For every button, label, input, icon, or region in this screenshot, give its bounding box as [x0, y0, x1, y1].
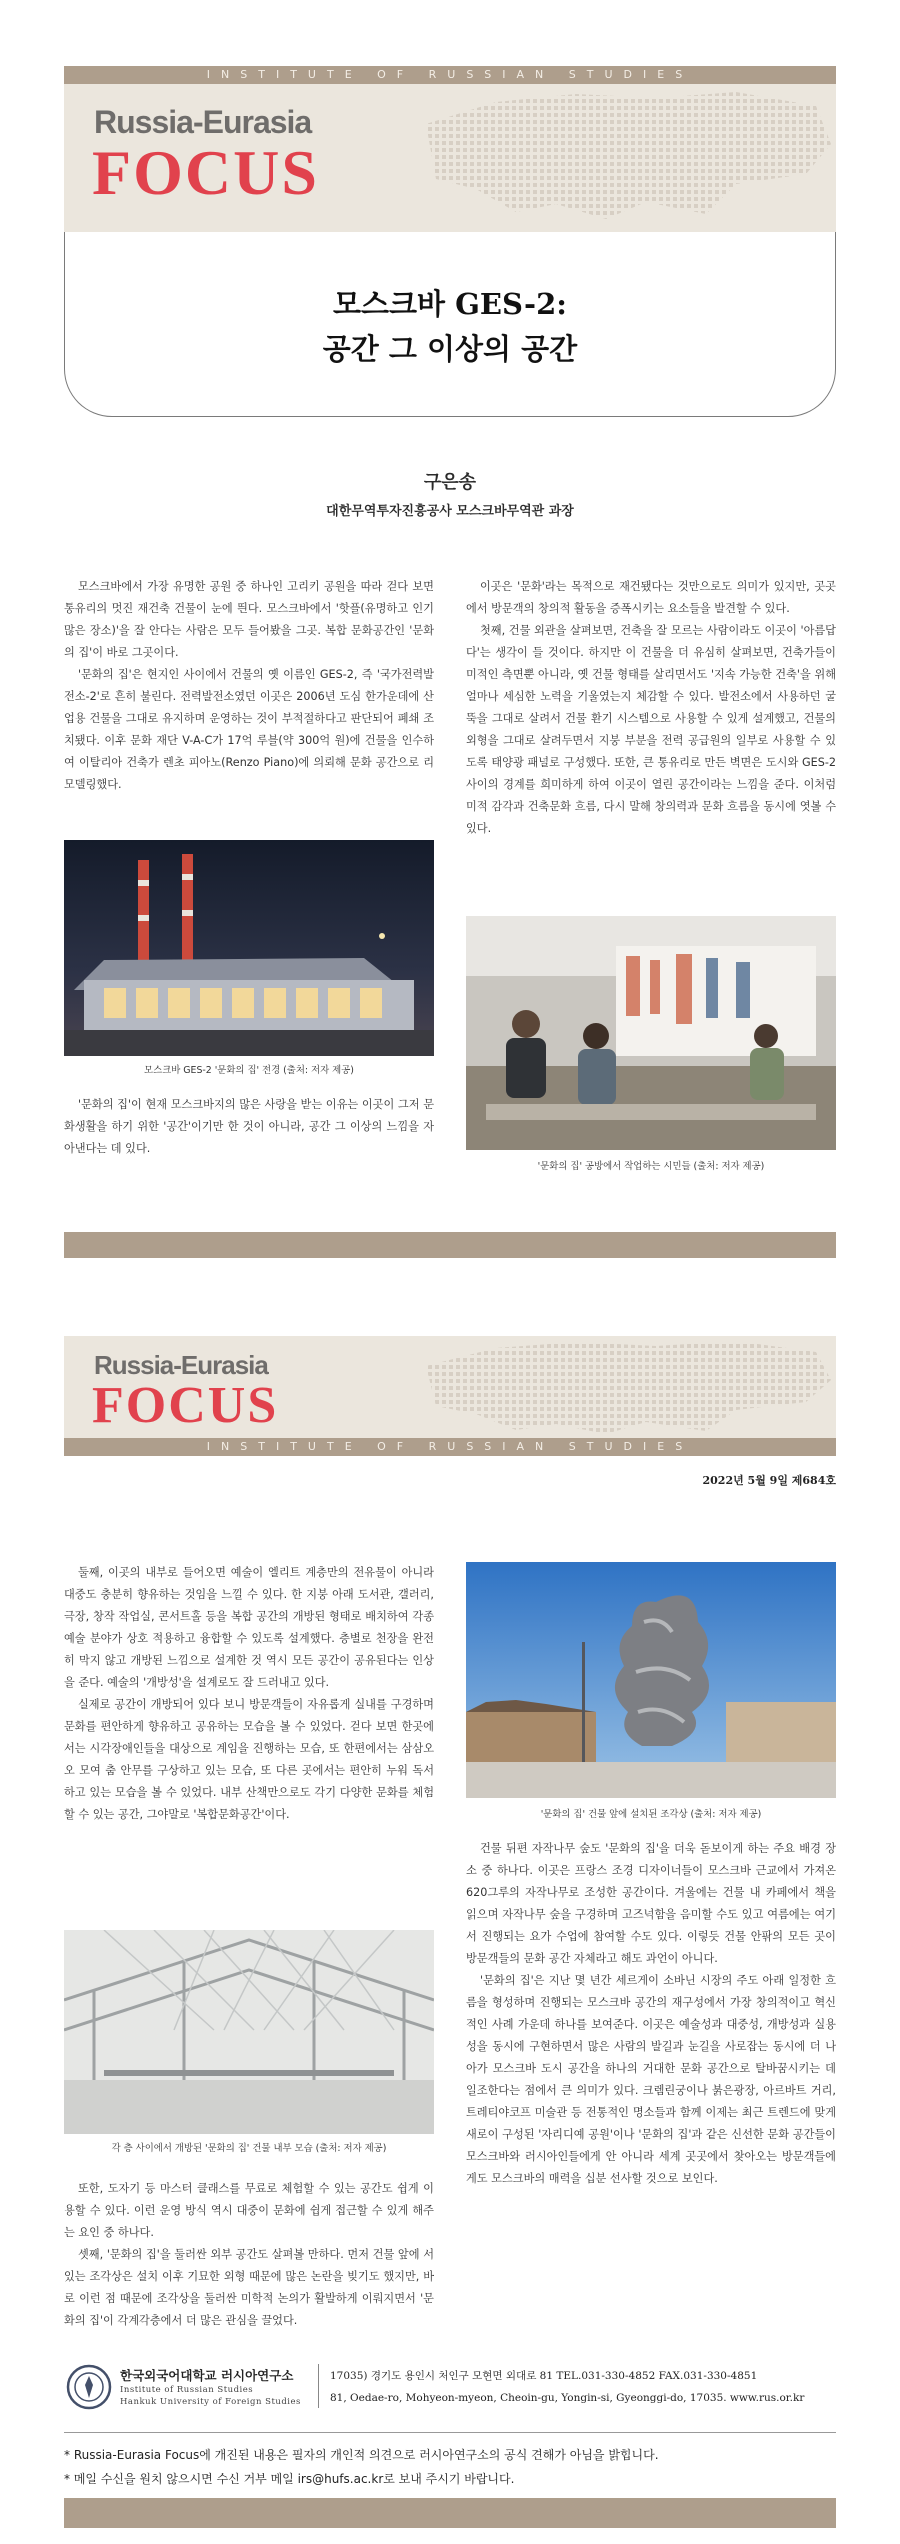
page2-bottom-band	[64, 2498, 836, 2528]
institute-seal	[66, 2364, 112, 2410]
org-name-ko: 한국외국어대학교 러시아연구소	[120, 2368, 294, 2383]
paragraph: '문화의 집'은 현지인 사이에서 건물의 옛 이름인 GES-2, 즉 '국가전력발전소-2'로 흔히 불린다. 전력발전소였던 이곳은 2006년 도심 한가운데에 산업용 건물을 그대로 유지하며 운영하는 것이 부적절하다고 판단되어 폐쇄 조치됐다. 이후 문화 재단 V-A-C가 17억 루블(약 300억 원)에 건물을 인수하여 이탈리아 건축가 렌초 피아노(Renzo Piano)에 의뢰해 문화 공간으로 리모델링했다.	[64, 668, 434, 791]
photo-ges2-exterior	[64, 840, 434, 1056]
photo-interior	[64, 1930, 434, 2134]
page2-left-column	[64, 1562, 434, 1826]
brand-russia-eurasia: Russia-Eurasia	[94, 104, 312, 140]
footer-divider	[318, 2364, 319, 2408]
paragraph: 둘째, 이곳의 내부로 들어오면 예술이 엘리트 계층만의 전유물이 아니라 대중도 충분히 향유하는 것임을 느낄 수 있다. 한 지붕 아래 도서관, 갤러리, 극장, 창작 작업실, 콘서트홀 등을 복합 공간의 개방된 형태로 배치하여 각종 예술 분야가 상호 적용하고 융합할 수 있도록 설계했다. 층별로 천장을 완전히 막지 않고 개방된 느낌으로 설계한 것 역시 모든 공간이 공유된다는 인상을 준다. 예술의 '개방성'을 설계로도 잘 드러내고 있다.	[64, 1566, 434, 1689]
institute-label: INSTITUTE OF RUSSIAN STUDIES	[206, 68, 694, 81]
paragraph: 셋째, '문화의 집'을 둘러싼 외부 공간도 살펴볼 만하다. 먼저 건물 앞에 서 있는 조각상은 설치 이후 기묘한 외형 때문에 많은 논란을 빚기도 했지만, 바로 이런 점 때문에 조각상을 둘러싼 미학적 논의가 활발하게 이뤄지면서 '문화의 집'이 각계각층에서 더 많은 관심을 끌었다.	[64, 2248, 434, 2327]
paragraph: 첫째, 건물 외관을 살펴보면, 건축을 잘 모르는 사람이라도 이곳이 '아름답다'는 생각이 들 것이다. 하지만 이 건물을 더 유심히 살펴보면, 건축가들이 미적인 측면뿐 아니라, 옛 건물 형태를 살리면서도 '지속 가능한 건축'을 위해 얼마나 세심한 노력을 기울였는지 체감할 수 있다. 발전소에서 사용하던 굴뚝을 그대로 살려서 건물 환기 시스템으로 사용할 수 있게 설계했고, 건물의 외형을 그대로 살려두면서 지붕 부분을 전력 공급원의 일부로 사용할 수 있도록 태양광 패널로 구성했다. 또한, 큰 통유리로 만든 벽면은 도시와 GES-2 사이의 경계를 희미하게 하여 이곳이 열린 공간이라는 느낌을 준다. 이처럼 미적 감각과 건축문화 흐름, 다시 말해 창의력과 문화 흐름을 동시에 엿볼 수 있다.	[466, 624, 836, 835]
photo3-caption: 각 층 사이에서 개방된 '문화의 집' 건물 내부 모습 (출처: 저자 제공)	[111, 2143, 387, 2154]
paragraph: 건물 뒤편 자작나무 숲도 '문화의 집'을 더욱 돋보이게 하는 주요 배경 장소 중 하나다. 이곳은 프랑스 조경 디자이너들이 모스크바 근교에서 가져온 620그루의 자작나무로 조성한 공간이다. 겨울에는 건물 내 카페에서 책을 읽으며 자작나무 숲을 구경하며 고즈넉함을 음미할 수도 있고 여름에는 여기서 진행되는 요가 수업에 참여할 수도 있다. 이렇듯 건물 안팎의 모든 곳이 방문객들의 문화 공간 자체라고 해도 과언이 아니다.	[466, 1842, 836, 1965]
brand-russia-eurasia: Russia-Eurasia	[94, 1350, 268, 1380]
masthead-page2	[64, 1336, 836, 1438]
paragraph: '문화의 집'이 현재 모스크바지의 많은 사랑을 받는 이유는 이곳이 그저 문화생활을 하기 위한 '공간'이기만 한 것이 아니라, 공간 그 이상의 느낌을 자아낸다는 데 있다.	[64, 1098, 434, 1155]
institute-label: INSTITUTE OF RUSSIAN STUDIES	[206, 1440, 694, 1453]
unsubscribe-note: * 메일 수신을 원치 않으시면 수신 거부 메일 irs@hufs.ac.kr로 보내 주시기 바랍니다.	[64, 2472, 515, 2486]
page1-left-column	[64, 576, 434, 796]
page2-left-column-after	[64, 2178, 434, 2332]
footer-rule	[64, 2432, 836, 2433]
article-title-line1: 모스크바 GES-2:	[333, 287, 567, 321]
photo2-caption: '문화의 집' 공방에서 작업하는 시민들 (출처: 저자 제공)	[537, 1161, 765, 1172]
author-affiliation: 대한무역투자진흥공사 모스크바무역관 과장	[326, 504, 574, 519]
page1-right-column	[466, 576, 836, 840]
org-name-en2: Hankuk University of Foreign Studies	[120, 2397, 301, 2407]
world-map-graphic	[406, 1336, 836, 1438]
address-en: 81, Oedae-ro, Mohyeon-myeon, Cheoin-gu, Yongin-si, Gyeonggi-do, 17035. www.rus.or.kr	[330, 2392, 805, 2404]
brand-focus: FOCUS	[92, 1377, 279, 1434]
photo1-caption: 모스크바 GES-2 '문화의 집' 전경 (출처: 저자 제공)	[144, 1065, 354, 1076]
photo4-caption: '문화의 집' 건물 앞에 설치된 조각상 (출처: 저자 제공)	[540, 1809, 762, 1820]
page2-right-column	[466, 1838, 836, 2190]
paragraph: '문화의 집'은 지난 몇 년간 세르게이 소바닌 시장의 주도 아래 일정한 흐름을 형성하며 진행되는 모스크바 공간의 재구성에서 가장 창의적이고 혁신적인 사례 가운데 하나를 보여준다. 이곳은 예술성과 대중성, 개방성과 실용성을 동시에 구현하면서 많은 사람의 발길과 눈길을 사로잡는 동시에 더 나아가 모스크바 도시 공간을 하나의 거대한 문화 공간으로 탈바꿈시키는 데 일조한다는 점에서 큰 의미가 있다. 크렘린궁이나 붉은광장, 아르바트 거리, 트레티야코프 미술관 등 전통적인 명소들과 함께 이제는 최근 트렌드에 맞게 새로이 구성된 '자리디예 공원'이나 '문화의 집'과 같은 신선한 문화 공간들이 모스크바와 러시아인들에게 안 아니라 세계 곳곳에서 찾아오는 방문객들에게도 모스크바의 매력을 십분 선사할 것으로 보인다.	[466, 1974, 836, 2185]
author-name: 구은송	[423, 472, 477, 493]
page1-bottom-band	[64, 1232, 836, 1258]
photo-workshop	[466, 916, 836, 1150]
address-ko: 17035) 경기도 용인시 처인구 모현면 외대로 81 TEL.031-330-4852 FAX.031-330-4851	[330, 2370, 758, 2382]
disclaimer-note: * Russia-Eurasia Focus에 개진된 내용은 필자의 개인적 의견으로 러시아연구소의 공식 견해가 아님을 밝힙니다.	[64, 2448, 659, 2462]
paragraph: 또한, 도자기 등 마스터 클래스를 무료로 체험할 수 있는 공간도 쉽게 이용할 수 있다. 이런 운영 방식 역시 대중이 문화에 쉽게 접근할 수 있게 해주는 요인 중 하나다.	[64, 2182, 434, 2239]
brand-focus: FOCUS	[92, 137, 319, 208]
world-map-graphic	[406, 84, 836, 232]
paragraph: 이곳은 '문화'라는 목적으로 재건됐다는 것만으로도 의미가 있지만, 곳곳에서 방문객의 창의적 활동을 증폭시키는 요소들을 발견할 수 있다.	[466, 580, 836, 615]
article-title-line2: 공간 그 이상의 공간	[322, 332, 578, 366]
issue-date-page2: 2022년 5월 9일 제684호	[702, 1474, 836, 1487]
paragraph: 실제로 공간이 개방되어 있다 보니 방문객들이 자유롭게 실내를 구경하며 문화를 편안하게 향유하고 공유하는 모습을 볼 수 있었다. 걷다 보면 한곳에서는 시각장애인들을 대상으로 계임을 진행하는 모습, 또 한편에서는 삼삼오오 모여 춤 안무를 구상하고 있는 모습, 또 다른 곳에서는 편안히 누워 독서하고 있는 모습을 볼 수 있었다. 내부 산책만으로도 각기 다양한 문화를 체험할 수 있는 공간, 그야말로 '복합문화공간'이다.	[64, 1698, 434, 1821]
org-name-en1: Institute of Russian Studies	[120, 2385, 254, 2395]
title-frame	[64, 232, 836, 417]
photo-sculpture	[466, 1562, 836, 1798]
page1-left-column-after	[64, 1094, 434, 1160]
masthead	[64, 84, 836, 232]
paragraph: 모스크바에서 가장 유명한 공원 중 하나인 고리키 공원을 따라 걷다 보면 통유리의 멋진 재건축 건물이 눈에 띈다. 모스크바에서 '핫플(유명하고 인기 많은 장소)'을 잘 안다는 사람은 모두 들어봤을 그곳. 복합 문화공간인 '문화의 집'이 바로 그곳이다.	[64, 580, 434, 659]
